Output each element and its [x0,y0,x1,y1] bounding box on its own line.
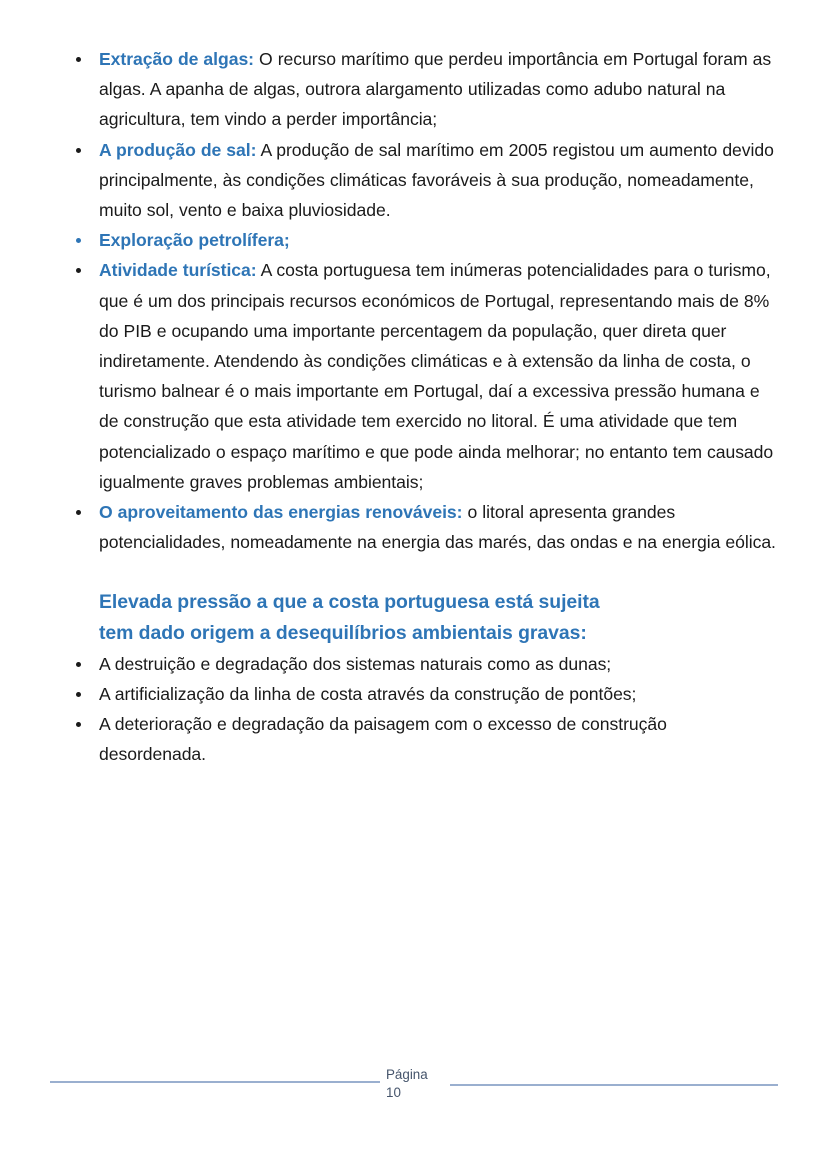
list-item [62,225,778,255]
heading-spacer [62,557,778,587]
list-item [62,135,778,226]
footer-rule-left [50,1081,380,1083]
list-item-body: O recurso marítimo que perdeu importância em Portugal foram as algas. A apanha de algas, outrora alargamento utilizadas como adubo natural na agricultura, tem vindo a perder importância; [99,49,772,130]
list-item-body: A deterioração e degradação da paisagem com o excesso de construção desordenada. [99,714,667,765]
maritime-resources-list [62,44,778,557]
page-content [62,44,778,769]
list-item [62,709,778,769]
list-item-body: A destruição e degradação dos sistemas naturais como as dunas; [99,653,612,674]
list-item [62,679,778,709]
list-item-lead: A produção de sal: [99,139,257,160]
list-item-body: A costa portuguesa tem inúmeras potencialidades para o turismo, que é um dos principais recursos económicos de Portugal, representando mais de 8% do PIB e ocupando uma importante percentagem da população, quer direta quer indiretamente. Atendendo às condições climáticas e à extensão da linha de costa, o turismo balnear é o mais importante em Portugal, daí a excessiva pressão humana e de construção que esta atividade tem exercido no litoral. É uma atividade que tem potencializado o espaço marítimo e que pode ainda melhorar; no entanto tem causado igualmente graves problemas ambientais; [99,260,774,492]
page-footer [0,1060,828,1120]
list-item-lead: Exploração petrolífera; [99,230,290,251]
list-item [62,497,778,557]
list-item-lead: Extração de algas: [99,49,254,69]
list-item-body: A artificialização da linha de costa através da construção de pontões; [99,683,637,704]
footer-page-number: 10 [386,1085,401,1100]
list-item [62,255,778,497]
list-item [62,649,778,679]
list-item-lead: O aproveitamento das energias renováveis: [99,502,463,523]
list-item-body: o litoral apresenta grandes potencialidades, nomeadamente na energia das marés, das ondas e na energia eólica. [99,502,776,553]
footer-rule-right [450,1084,778,1086]
environmental-problems-list [62,649,778,770]
list-item-lead: Atividade turística: [99,260,257,281]
page-title [62,587,778,648]
list-item-body: A produção de sal marítimo em 2005 registou um aumento devido principalmente, às condições climáticas favoráveis à sua produção, nomeadamente, muito sol, vento e baixa pluviosidade. [99,139,774,221]
footer-page-label: Página [386,1067,428,1082]
list-item [62,44,778,135]
heading-line-2: tem dado origem a desequilíbrios ambientais gravas: [99,622,587,645]
heading-line-1: Elevada pressão a que a costa portuguesa está sujeita [99,591,600,614]
